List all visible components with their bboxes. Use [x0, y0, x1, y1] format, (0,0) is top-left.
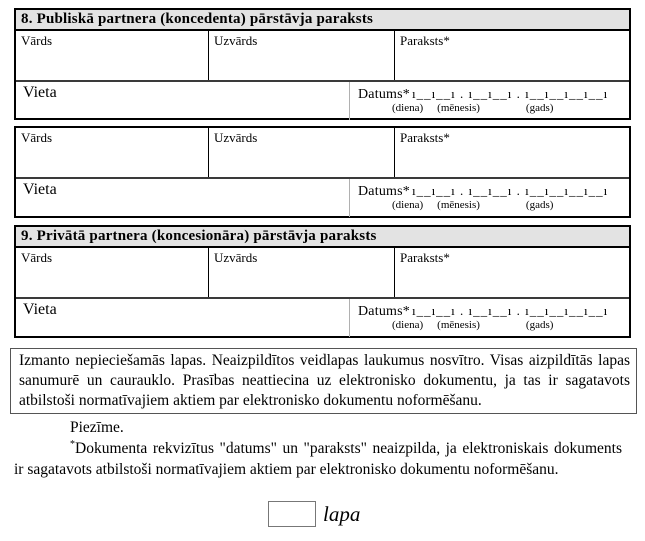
vards-field[interactable]: [16, 128, 209, 177]
vieta-label: Vieta: [23, 181, 57, 198]
section-9-header: 9. Privātā partnera (koncesionāra) pārstāvja paraksts: [16, 227, 629, 248]
name-row: [16, 31, 629, 82]
paraksts-label: Paraksts*: [400, 250, 450, 265]
signature-block-section-9: [14, 225, 631, 338]
uzvards-field[interactable]: [209, 248, 395, 297]
datums-label: Datums*: [358, 184, 410, 199]
vieta-field[interactable]: [16, 179, 350, 217]
vieta-field[interactable]: [16, 82, 350, 120]
page-number-row: [268, 499, 360, 529]
datums-field[interactable]: [350, 179, 629, 217]
vieta-row: [16, 299, 629, 337]
instructions-box: [10, 348, 637, 414]
vards-field[interactable]: [16, 248, 209, 297]
menesis-label: (mēnesis): [437, 102, 480, 114]
gads-label: (gads): [525, 102, 554, 114]
lapa-label: lapa: [323, 501, 361, 526]
uzvards-label: Uzvārds: [214, 250, 258, 265]
uzvards-field[interactable]: [209, 31, 395, 80]
datums-label: Datums*: [358, 87, 410, 102]
paraksts-field[interactable]: [395, 31, 629, 80]
menesis-label: (mēnesis): [437, 199, 480, 211]
vieta-field[interactable]: [16, 299, 350, 337]
date-ticks: ı__ı__ı . ı__ı__ı . ı__ı__ı__ı__ı: [411, 86, 609, 101]
diena-label: (diena): [392, 102, 424, 114]
piezime-label: Piezīme.: [70, 419, 124, 436]
paraksts-label: Paraksts*: [400, 33, 450, 48]
datums-label: Datums*: [358, 304, 410, 319]
footnote-paragraph: [14, 438, 622, 480]
diena-label: (diena): [392, 319, 424, 331]
diena-label: (diena): [392, 199, 424, 211]
signature-block-section-8: [14, 8, 631, 120]
paraksts-field[interactable]: [395, 248, 629, 297]
gads-label: (gads): [525, 319, 554, 331]
vards-label: Vārds: [21, 250, 53, 265]
menesis-label: (mēnesis): [437, 319, 480, 331]
uzvards-field[interactable]: [209, 128, 395, 177]
vieta-label: Vieta: [23, 84, 57, 101]
vieta-row: [16, 179, 629, 217]
vieta-row: [16, 82, 629, 120]
datums-field[interactable]: [350, 82, 629, 120]
paraksts-field[interactable]: [395, 128, 629, 177]
page-number-field[interactable]: [268, 501, 316, 527]
date-ticks: ı__ı__ı . ı__ı__ı . ı__ı__ı__ı__ı: [411, 303, 609, 318]
name-row: [16, 248, 629, 299]
name-row: [16, 128, 629, 179]
datums-field[interactable]: [350, 299, 629, 337]
footnote-marker: *: [70, 438, 75, 450]
uzvards-label: Uzvārds: [214, 130, 258, 145]
vards-field[interactable]: [16, 31, 209, 80]
vards-label: Vārds: [21, 130, 53, 145]
vards-label: Vārds: [21, 33, 53, 48]
instructions-text: Izmanto nepieciešamās lapas. Neaizpildītos veidlapas laukumus nosvītro. Visas aizpildītās lapas sanumurē un caurauklo. Prasības neattiecina uz elektronisko dokumentu, ja tas ir sagatavots atbilstoši normatīvajiem aktiem par elektronisko dokumentu noformēšanu.: [19, 352, 630, 409]
date-ticks: ı__ı__ı . ı__ı__ı . ı__ı__ı__ı__ı: [411, 183, 609, 198]
section-8-header: 8. Publiskā partnera (koncedenta) pārstāvja paraksts: [16, 10, 629, 31]
gads-label: (gads): [525, 199, 554, 211]
paraksts-label: Paraksts*: [400, 130, 450, 145]
signature-block-second: [14, 126, 631, 218]
footnote-text: Dokumenta rekvizītus "datums" un "paraksts" neaizpilda, ja elektroniskais dokuments ir sagatavots atbilstoši normatīvajiem aktiem par elektronisko dokumentu noformēšanu.: [14, 440, 622, 478]
vieta-label: Vieta: [23, 301, 57, 318]
uzvards-label: Uzvārds: [214, 33, 258, 48]
